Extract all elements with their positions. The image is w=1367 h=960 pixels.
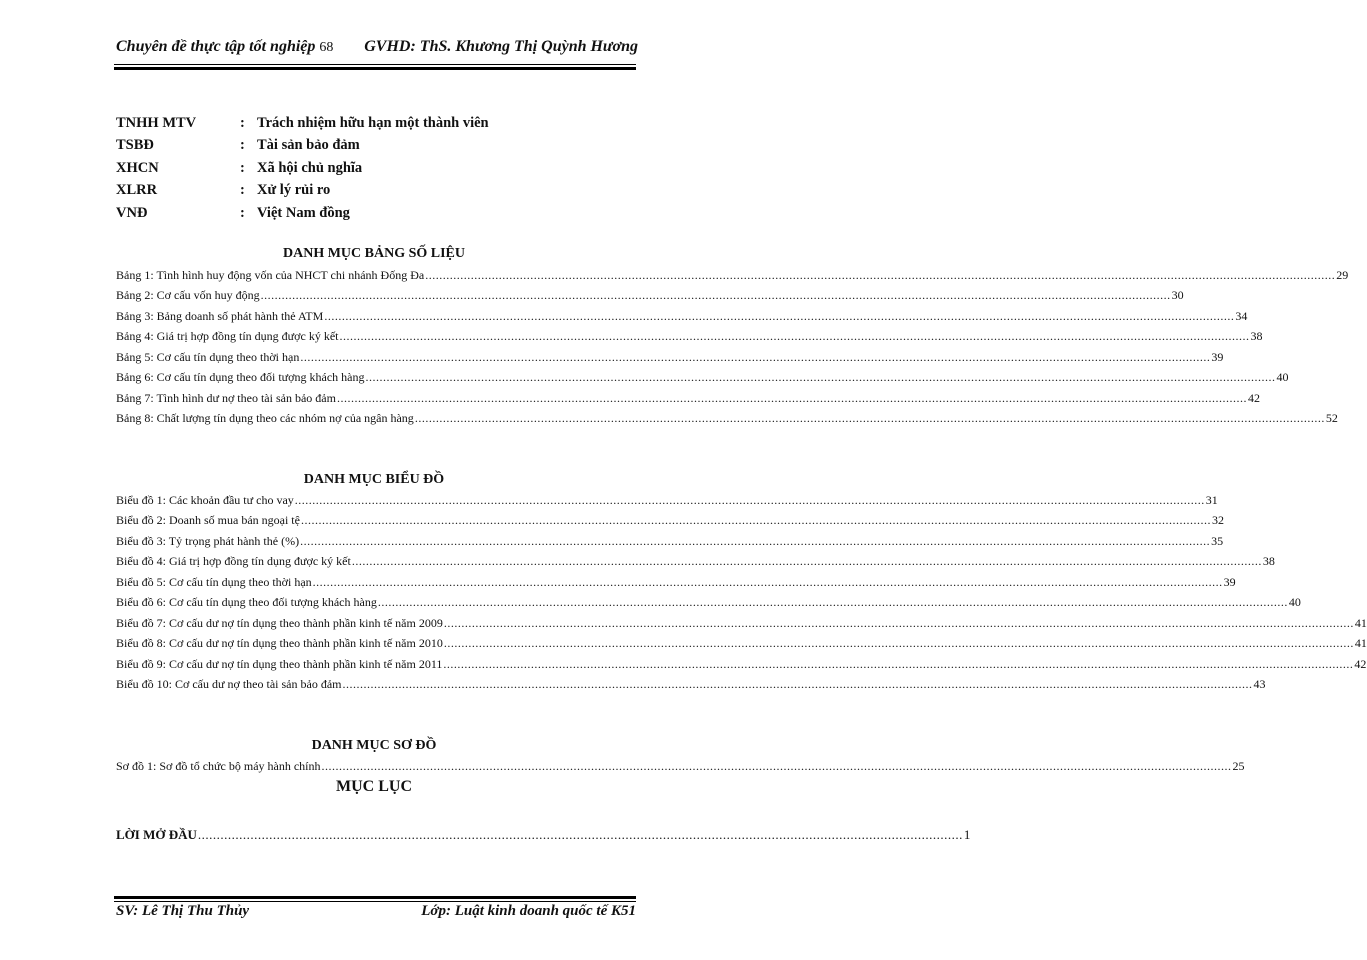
table-entry-label: Bảng 4: Giá trị hợp đồng tín dụng được ký kết — [116, 329, 339, 344]
chart-entry-label: Biểu đồ 7: Cơ cấu dư nợ tín dụng theo thành phần kinh tế năm 2009 — [116, 615, 443, 630]
page-footer — [116, 903, 636, 920]
chart-entry[interactable] — [116, 634, 1367, 655]
chart-entry[interactable] — [116, 593, 1301, 614]
table-entry-page: 39 — [1211, 349, 1224, 364]
table-entry-page: 38 — [1250, 329, 1263, 344]
table-entry[interactable] — [116, 409, 1338, 430]
leader-dots: ............................................................................................................................................................................................................ — [197, 827, 963, 842]
abbr-key: TNHH MTV — [116, 114, 197, 131]
chart-entry-page: 32 — [1211, 513, 1224, 528]
leader-dots: .................................................................................................................................................................................................................................................................... — [342, 677, 1253, 692]
table-entry-label: Bảng 1: Tình hình huy động vốn của NHCT chi nhánh Đống Đa — [116, 267, 425, 282]
chart-entry-label: Biểu đồ 3: Tỷ trọng phát hành thẻ (%) — [116, 533, 300, 548]
table-entry[interactable] — [116, 286, 1184, 307]
chart-entry-page: 41 — [1354, 615, 1367, 630]
abbr-value: Trách nhiệm hữu hạn một thành viên — [257, 114, 489, 131]
header-page-number: 68 — [319, 40, 334, 55]
toc-title: MỤC LỤC — [336, 778, 412, 795]
table-entry-page: 52 — [1325, 411, 1338, 426]
abbreviation-row — [116, 180, 489, 203]
abbr-colon: : — [240, 137, 245, 154]
chart-entry[interactable] — [116, 490, 1218, 511]
abbr-key: XLRR — [116, 182, 158, 199]
abbr-key: VNĐ — [116, 204, 148, 221]
chart-entry-page: 43 — [1253, 677, 1266, 692]
abbr-value: Việt Nam đồng — [257, 204, 350, 221]
leader-dots: .................................................................................................................................................................................................................................................................... — [336, 390, 1247, 405]
chart-entry-page: 42 — [1354, 656, 1367, 671]
footer-left: SV: Lê Thị Thu Thủy — [116, 903, 250, 919]
leader-dots: .................................................................................................................................................................................................................................................................... — [300, 349, 1211, 364]
table-entry-page: 34 — [1235, 308, 1248, 323]
abbr-colon: : — [240, 114, 245, 131]
chart-entry-page: 35 — [1211, 533, 1224, 548]
table-entry-label: Bảng 8: Chất lượng tín dụng theo các nhóm nợ của ngân hàng — [116, 411, 414, 426]
page-header — [116, 38, 638, 56]
leader-dots: .................................................................................................................................................................................................................................................................... — [425, 267, 1336, 282]
toc-entry[interactable] — [116, 825, 971, 845]
table-entry[interactable] — [116, 388, 1260, 409]
chart-entry-label: Biểu đồ 6: Cơ cấu tín dụng theo đối tượng khách hàng — [116, 595, 377, 610]
table-entry-label: Bảng 2: Cơ cấu vốn huy động — [116, 288, 260, 303]
chart-entry[interactable] — [116, 531, 1224, 552]
leader-dots: .................................................................................................................................................................................................................................................................... — [300, 533, 1211, 548]
tables-list — [116, 265, 1349, 429]
table-entry-page: 42 — [1247, 390, 1260, 405]
leader-dots: .................................................................................................................................................................................................................................................................... — [351, 554, 1262, 569]
leader-dots: .................................................................................................................................................................................................................................................................... — [260, 288, 1171, 303]
abbr-key: TSBĐ — [116, 137, 154, 154]
chart-entry-label: Biểu đồ 10: Cơ cấu dư nợ theo tài sản bảo đảm — [116, 677, 342, 692]
chart-entry-page: 41 — [1354, 636, 1367, 651]
diagrams-section-title: DANH MỤC SƠ ĐỒ — [311, 738, 437, 753]
toc-entry-page: 1 — [963, 827, 971, 842]
abbr-key: XHCN — [116, 159, 159, 176]
leader-dots: .................................................................................................................................................................................................................................................................... — [443, 656, 1354, 671]
abbreviation-row — [116, 157, 489, 180]
abbreviation-row — [116, 112, 489, 135]
chart-entry-label: Biểu đồ 4: Giá trị hợp đồng tín dụng được ký kết — [116, 554, 351, 569]
abbreviation-row — [116, 135, 489, 158]
chart-entry-page: 39 — [1223, 574, 1236, 589]
charts-list — [116, 490, 1367, 695]
table-entry-label: Bảng 5: Cơ cấu tín dụng theo thời hạn — [116, 349, 300, 364]
chart-entry[interactable] — [116, 613, 1367, 634]
table-entry-label: Bảng 6: Cơ cấu tín dụng theo đối tượng khách hàng — [116, 370, 365, 385]
leader-dots: .................................................................................................................................................................................................................................................................... — [443, 636, 1354, 651]
header-right: GVHD: ThS. Khương Thị Quỳnh Hương — [364, 38, 638, 55]
chart-entry[interactable] — [116, 511, 1224, 532]
footer-right: Lớp: Luật kinh doanh quốc tế K51 — [421, 903, 636, 919]
table-entry-page: 30 — [1171, 288, 1184, 303]
chart-entry[interactable] — [116, 675, 1266, 696]
chart-entry-label: Biểu đồ 5: Cơ cấu tín dụng theo thời hạn — [116, 574, 312, 589]
chart-entry-label: Biểu đồ 2: Doanh số mua bán ngoại tệ — [116, 513, 300, 528]
charts-section-title: DANH MỤC BIỂU ĐỒ — [303, 472, 445, 487]
leader-dots: .................................................................................................................................................................................................................................................................... — [312, 574, 1223, 589]
table-entry[interactable] — [116, 306, 1248, 327]
abbreviation-row — [116, 202, 489, 225]
abbr-value: Xã hội chủ nghĩa — [257, 159, 363, 176]
chart-entry-label: Biểu đồ 9: Cơ cấu dư nợ tín dụng theo thành phần kinh tế năm 2011 — [116, 656, 443, 671]
leader-dots: .................................................................................................................................................................................................................................................................... — [324, 308, 1235, 323]
tables-section-title: DANH MỤC BẢNG SỐ LIỆU — [282, 246, 465, 261]
leader-dots: .................................................................................................................................................................................................................................................................... — [377, 595, 1288, 610]
table-entry-page: 40 — [1276, 370, 1289, 385]
toc-list — [116, 825, 971, 845]
header-left: Chuyên đề thực tập tốt nghiệp 68 — [116, 38, 334, 55]
abbreviation-list — [116, 112, 489, 225]
abbr-colon: : — [240, 159, 245, 176]
leader-dots: .................................................................................................................................................................................................................................................................... — [294, 492, 1205, 507]
diagram-entry[interactable] — [116, 756, 1245, 777]
header-rule — [114, 64, 636, 70]
diagrams-list — [116, 756, 1245, 777]
toc-entry-label: LỜI MỞ ĐẦU — [116, 827, 197, 842]
leader-dots: .................................................................................................................................................................................................................................................................... — [300, 513, 1211, 528]
table-entry-label: Bảng 7: Tình hình dư nợ theo tài sản bảo đảm — [116, 390, 336, 405]
abbr-colon: : — [240, 182, 245, 199]
chart-entry-page: 40 — [1288, 595, 1301, 610]
diagram-entry-label: Sơ đồ 1: Sơ đồ tổ chức bộ máy hành chính — [116, 758, 321, 773]
chart-entry[interactable] — [116, 552, 1275, 573]
table-entry-label: Bảng 3: Bảng doanh số phát hành thẻ ATM — [116, 308, 324, 323]
table-entry[interactable] — [116, 265, 1349, 286]
footer-rule — [114, 896, 636, 902]
leader-dots: .................................................................................................................................................................................................................................................................... — [414, 411, 1325, 426]
chart-entry-page: 38 — [1262, 554, 1275, 569]
leader-dots: .................................................................................................................................................................................................................................................................... — [365, 370, 1276, 385]
table-entry-page: 29 — [1336, 267, 1349, 282]
leader-dots: .................................................................................................................................................................................................................................................................... — [443, 615, 1354, 630]
table-entry[interactable] — [116, 327, 1263, 348]
leader-dots: .................................................................................................................................................................................................................................................................... — [321, 758, 1232, 773]
abbr-value: Xử lý rủi ro — [257, 182, 331, 199]
abbr-value: Tài sản bảo đảm — [257, 137, 360, 154]
table-entry[interactable] — [116, 347, 1224, 368]
chart-entry-label: Biểu đồ 1: Các khoản đầu tư cho vay — [116, 492, 294, 507]
chart-entry-label: Biểu đồ 8: Cơ cấu dư nợ tín dụng theo thành phần kinh tế năm 2010 — [116, 636, 443, 651]
chart-entry[interactable] — [116, 654, 1367, 675]
abbr-colon: : — [240, 204, 245, 221]
chart-entry-page: 31 — [1205, 492, 1218, 507]
leader-dots: .................................................................................................................................................................................................................................................................... — [339, 329, 1250, 344]
table-entry[interactable] — [116, 368, 1289, 389]
chart-entry[interactable] — [116, 572, 1236, 593]
diagram-entry-page: 25 — [1232, 758, 1245, 773]
